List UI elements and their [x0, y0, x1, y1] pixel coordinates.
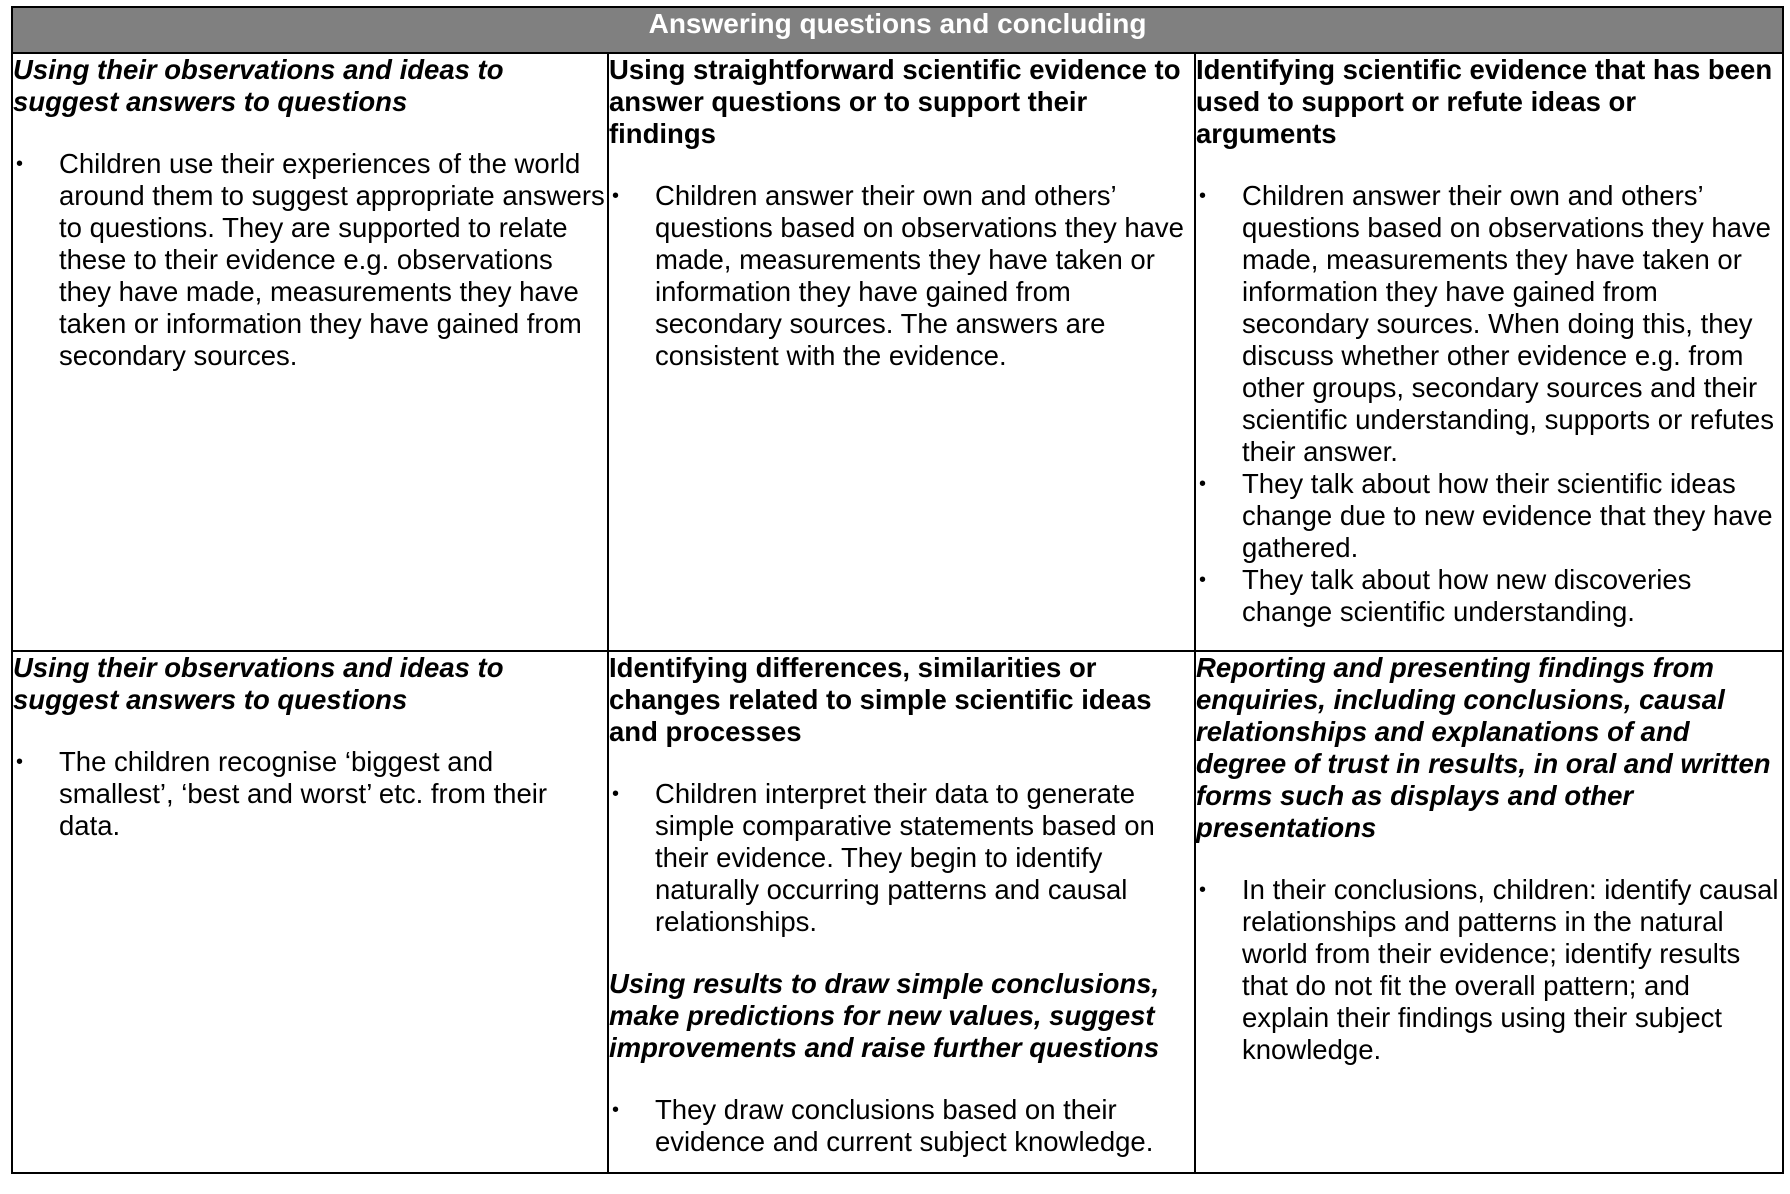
- bullet-list: [609, 778, 1194, 938]
- table-cell: [608, 53, 1195, 651]
- table-row: [12, 53, 1783, 651]
- cell-heading: Using results to draw simple conclusions, make predictions for new values, suggest improvements and raise further questions: [609, 968, 1160, 1063]
- bullet-icon: •: [1199, 569, 1207, 591]
- cell-heading: Using straightforward scientific evidence to answer questions or to support their findings: [609, 54, 1181, 149]
- table-title: Answering questions and concluding: [12, 7, 1783, 53]
- list-item: [13, 746, 607, 842]
- bullet-icon: •: [16, 153, 24, 175]
- list-item: [609, 180, 1194, 372]
- cell-heading: Identifying scientific evidence that has been used to support or refute ideas or arguments: [1196, 54, 1773, 149]
- list-item: [609, 1094, 1194, 1158]
- bullet-list: [13, 148, 607, 372]
- list-item-text: They talk about how new discoveries change scientific understanding.: [1242, 564, 1692, 627]
- cell-heading: Identifying differences, similarities or changes related to simple scientific ideas and processes: [609, 652, 1152, 747]
- list-item: [1196, 564, 1782, 628]
- list-item-text: Children answer their own and others’ questions based on observations they have made, measurements they have taken or information they have gained from secondary sources. When doing this, they discuss whether other evidence e.g. from other groups, secondary sources and their scientific understanding, supports or refutes their answer.: [1242, 180, 1774, 467]
- list-item-text: In their conclusions, children: identify causal relationships and patterns in the natural world from their evidence; identify results that do not fit the overall pattern; and explain their findings using their subject knowledge.: [1242, 874, 1779, 1065]
- cell-heading: Reporting and presenting findings from enquiries, including conclusions, causal relationships and explanations of and degree of trust in results, in oral and written forms such as displays and other presentations: [1196, 652, 1771, 843]
- table-cell: [12, 651, 608, 1173]
- list-item-text: The children recognise ‘biggest and smallest’, ‘best and worst’ etc. from their data.: [59, 746, 548, 841]
- table-cell: [1195, 651, 1783, 1173]
- list-item: [1196, 468, 1782, 564]
- cell-heading: Using their observations and ideas to suggest answers to questions: [13, 652, 504, 715]
- table-cell: [12, 53, 608, 651]
- list-item-text: Children use their experiences of the world around them to suggest appropriate answers to questions. They are supported to relate these to their evidence e.g. observations they have made, measurements they have taken or information they have gained from secondary sources.: [59, 148, 605, 371]
- table-row: [12, 651, 1783, 1173]
- list-item-text: Children interpret their data to generate simple comparative statements based on their evidence. They begin to identify naturally occurring patterns and causal relationships.: [655, 778, 1155, 937]
- table-body: [12, 53, 1783, 1173]
- bullet-icon: •: [1199, 185, 1207, 207]
- list-item-text: Children answer their own and others’ questions based on observations they have made, measurements they have taken or information they have gained from secondary sources. The answers are consistent with the evidence.: [655, 180, 1184, 371]
- list-item: [609, 778, 1194, 938]
- bullet-icon: •: [612, 1099, 620, 1121]
- bullet-icon: •: [1199, 473, 1207, 495]
- cell-heading: Using their observations and ideas to suggest answers to questions: [13, 54, 504, 117]
- list-item-text: They draw conclusions based on their evidence and current subject knowledge.: [655, 1094, 1154, 1157]
- bullet-icon: •: [16, 751, 24, 773]
- bullet-icon: •: [612, 185, 620, 207]
- table-cell: [1195, 53, 1783, 651]
- bullet-icon: •: [1199, 879, 1207, 901]
- document-page: [11, 6, 1782, 1174]
- list-item: [13, 148, 607, 372]
- bullet-list: [1196, 180, 1782, 628]
- list-item: [1196, 874, 1782, 1066]
- bullet-list: [609, 1094, 1194, 1158]
- bullet-icon: •: [612, 783, 620, 805]
- concluding-table: [11, 6, 1784, 1174]
- bullet-list: [13, 746, 607, 842]
- bullet-list: [1196, 874, 1782, 1066]
- list-item: [1196, 180, 1782, 468]
- bullet-list: [609, 180, 1194, 372]
- list-item-text: They talk about how their scientific ideas change due to new evidence that they have gathered.: [1242, 468, 1773, 563]
- table-cell: [608, 651, 1195, 1173]
